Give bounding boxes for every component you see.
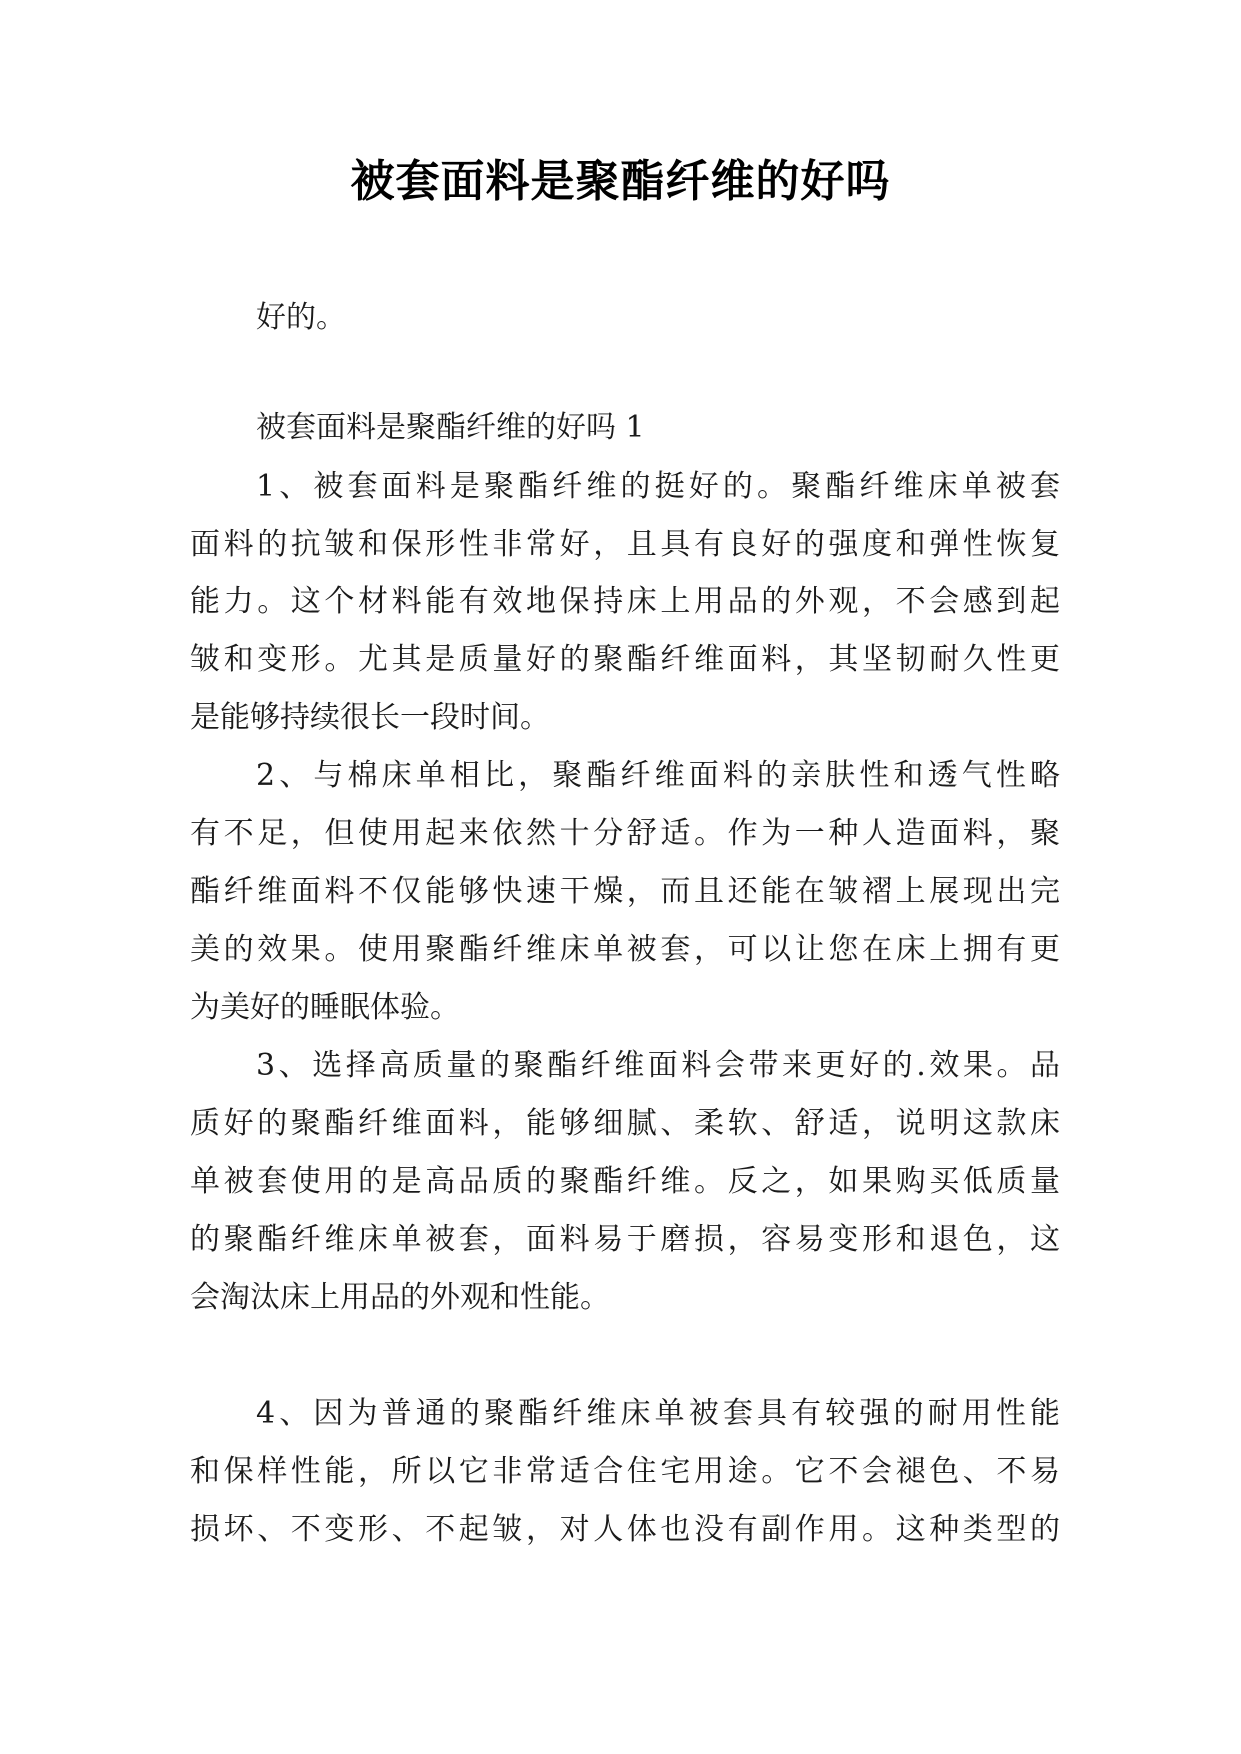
- intro-text: 好的。: [256, 300, 346, 335]
- paragraph-line: 的聚酯纤维床单被套，面料易于磨损，容易变形和退色，这: [190, 1222, 1060, 1257]
- paragraph-line: 1、被套面料是聚酯纤维的挺好的。聚酯纤维床单被套: [256, 469, 1060, 504]
- paragraph-line: 有不足，但使用起来依然十分舒适。作为一种人造面料，聚: [190, 816, 1060, 851]
- paragraph-line: 单被套使用的是高品质的聚酯纤维。反之，如果购买低质量: [190, 1164, 1060, 1199]
- paragraph-line: 是能够持续很长一段时间。: [190, 700, 550, 735]
- paragraph-line: 为美好的睡眠体验。: [190, 990, 460, 1025]
- paragraph-line: 损坏、不变形、不起皱，对人体也没有副作用。这种类型的: [190, 1512, 1060, 1547]
- paragraph-line: 美的效果。使用聚酯纤维床单被套，可以让您在床上拥有更: [190, 932, 1060, 967]
- paragraph-line: 4、因为普通的聚酯纤维床单被套具有较强的耐用性能: [256, 1396, 1060, 1431]
- paragraph-line: 2、与棉床单相比，聚酯纤维面料的亲肤性和透气性略: [256, 758, 1060, 793]
- paragraph-line: 3、选择高质量的聚酯纤维面料会带来更好的.效果。品: [256, 1048, 1060, 1083]
- paragraph-line: 会淘汰床上用品的外观和性能。: [190, 1280, 610, 1315]
- paragraph-line: 皱和变形。尤其是质量好的聚酯纤维面料，其坚韧耐久性更: [190, 642, 1060, 677]
- section-subtitle: 被套面料是聚酯纤维的好吗 1: [256, 410, 645, 445]
- paragraph-line: 能力。这个材料能有效地保持床上用品的外观，不会感到起: [190, 584, 1060, 619]
- paragraph-line: 面料的抗皱和保形性非常好，且具有良好的强度和弹性恢复: [190, 527, 1060, 562]
- paragraph-line: 和保样性能，所以它非常适合住宅用途。它不会褪色、不易: [190, 1454, 1060, 1489]
- paragraph-line: 质好的聚酯纤维面料，能够细腻、柔软、舒适，说明这款床: [190, 1106, 1060, 1141]
- paragraph-line: 酯纤维面料不仅能够快速干燥，而且还能在皱褶上展现出完: [190, 874, 1060, 909]
- document-title: 被套面料是聚酯纤维的好吗: [350, 156, 891, 207]
